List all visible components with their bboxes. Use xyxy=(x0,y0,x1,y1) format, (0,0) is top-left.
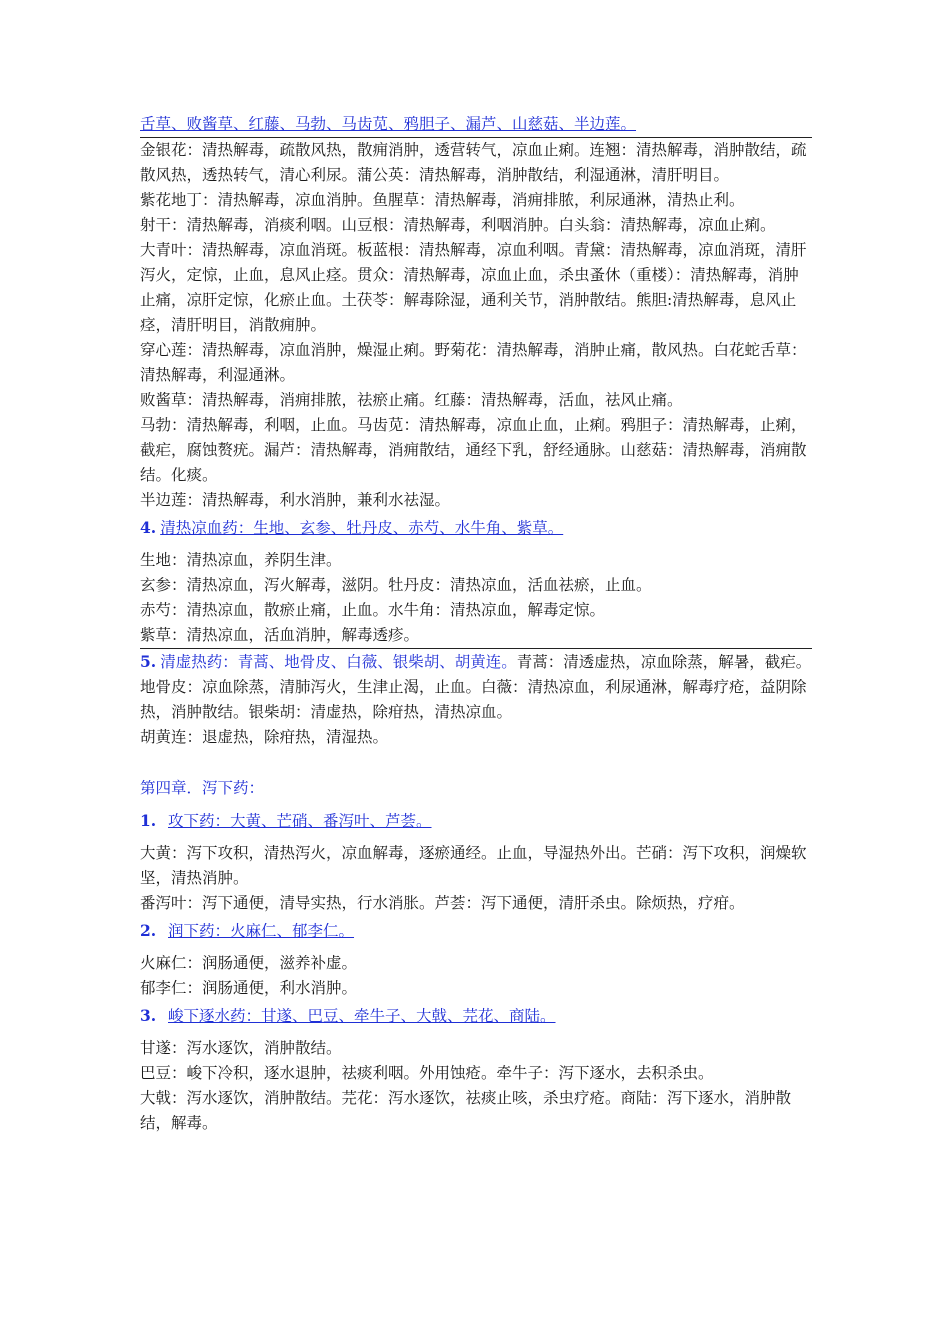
section4-paragraph: 赤芍：清热凉血，散瘀止痛，止血。水牛角：清热凉血，解毒定惊。 xyxy=(140,601,606,619)
chapter4-section2-number: 2. xyxy=(140,921,157,940)
section3-paragraph: 射干：清热解毒，消痰利咽。山豆根：清热解毒，利咽消肿。白头翁：清热解毒，凉血止痢。 xyxy=(140,216,776,234)
section3-paragraph: 紫花地丁：清热解毒，凉血消肿。鱼腥草：清热解毒，消痈排脓，利尿通淋，清热止利。 xyxy=(140,191,745,209)
section3-paragraph: 金银花：清热解毒，疏散风热，散痈消肿，透营转气，凉血止痢。连翘：清热解毒，消肿散结，疏散风热，透热转气，清心利尿。蒲公英：清热解毒，消肿散结，利湿通淋，清肝明目。 xyxy=(140,141,807,184)
section5-heading xyxy=(140,649,812,675)
section4-number: 4. xyxy=(140,518,157,537)
chapter4-section3-paragraph: 甘遂：泻水逐饮，消肿散结。 xyxy=(140,1039,342,1057)
document-page xyxy=(140,112,812,1136)
chapter4-section3-link[interactable]: 峻下逐水药：甘遂、巴豆、牵牛子、大戟、芫花、商陆。 xyxy=(168,1007,556,1025)
section5-heading-tail: 青蒿：清透虚热，凉血除蒸，解暑，截疟。 xyxy=(516,653,812,671)
section4-paragraph: 紫草：清热凉血，活血消肿，解毒透疹。 xyxy=(140,623,812,649)
section3-paragraph: 败酱草：清热解毒，消痈排脓，祛瘀止痛。红藤：清热解毒，活血，祛风止痛。 xyxy=(140,391,683,409)
chapter4-section2-paragraph: 火麻仁：润肠通便，滋养补虚。 xyxy=(140,954,358,972)
section3-heading-continuation xyxy=(140,112,812,138)
chapter4-title: 第四章．泻下药： xyxy=(140,779,265,797)
chapter4-section3-paragraph: 巴豆：峻下冷积，逐水退肿，祛痰利咽。外用蚀疮。牵牛子：泻下逐水，去积杀虫。 xyxy=(140,1064,714,1082)
section4-heading xyxy=(140,515,812,541)
section4-paragraph: 生地：清热凉血，养阴生津。 xyxy=(140,551,342,569)
chapter4-section3-heading xyxy=(140,1003,812,1029)
section5-paragraph: 地骨皮：凉血除蒸，清肺泻火，生津止渴，止血。白薇：清热凉血，利尿通淋，解毒疗疮，益阴除热，消肿散结。银柴胡：清虚热，除疳热，清热凉血。 xyxy=(140,678,807,721)
section3-paragraph: 半边莲：清热解毒，利水消肿，兼利水祛湿。 xyxy=(140,491,451,509)
chapter4-section2-link[interactable]: 润下药：火麻仁、郁李仁。 xyxy=(168,922,355,940)
section3-paragraph: 穿心莲：清热解毒，凉血消肿，燥湿止痢。野菊花：清热解毒，消肿止痛，散风热。白花蛇舌草：清热解毒，利湿通淋。 xyxy=(140,341,807,384)
section4-heading-link[interactable]: 清热凉血药：生地、玄参、牡丹皮、赤芍、水牛角、紫草。 xyxy=(160,519,564,537)
section3-heading-link[interactable]: 舌草、败酱草、红藤、马勃、马齿苋、鸦胆子、漏芦、山慈菇、半边莲。 xyxy=(140,115,637,133)
chapter4-section1-paragraph: 番泻叶：泻下通便，清导实热，行水消胀。芦荟：泻下通便，清肝杀虫。除烦热，疗疳。 xyxy=(140,894,745,912)
chapter4-section1-number: 1. xyxy=(140,811,157,830)
section3-paragraph: 大青叶：清热解毒，凉血消斑。板蓝根：清热解毒，凉血利咽。青黛：清热解毒，凉血消斑，清肝泻火，定惊，止血，息风止痉。贯众：清热解毒，凉血止血，杀虫蚤休（重楼）：清热解毒，消肿止痛，凉肝定惊，化瘀止血。土茯苓：解毒除湿，通利关节，消肿散结。熊胆:清热解毒，息风止痉，清肝明目，消散痈肿。 xyxy=(140,241,807,334)
chapter4-section3-paragraph: 大戟：泻水逐饮，消肿散结。芫花：泻水逐饮，祛痰止咳，杀虫疗疮。商陆：泻下逐水，消肿散结，解毒。 xyxy=(140,1089,792,1132)
section5-heading-text: 清虚热药：青蒿、地骨皮、白薇、银柴胡、胡黄连。 xyxy=(160,653,517,671)
section3-paragraph: 马勃：清热解毒，利咽，止血。马齿苋：清热解毒，凉血止血，止痢。鸦胆子：清热解毒，止痢，截疟，腐蚀赘疣。漏芦：清热解毒，消痈散结，通经下乳，舒经通脉。山慈菇：清热解毒，消痈散结。化痰。 xyxy=(140,416,807,484)
section5-paragraph: 胡黄连：退虚热，除疳热，清湿热。 xyxy=(140,728,389,746)
section4-paragraph: 玄参：清热凉血，泻火解毒，滋阴。牡丹皮：清热凉血，活血祛瘀，止血。 xyxy=(140,576,652,594)
chapter4-section1-paragraph: 大黄：泻下攻积，清热泻火，凉血解毒，逐瘀通经。止血，导湿热外出。芒硝：泻下攻积，润燥软坚，清热消肿。 xyxy=(140,844,807,887)
chapter4-section2-heading xyxy=(140,918,812,944)
chapter4-section3-number: 3. xyxy=(140,1006,157,1025)
chapter4-section2-paragraph: 郁李仁：润肠通便，利水消肿。 xyxy=(140,979,358,997)
chapter4-section1-heading xyxy=(140,808,812,834)
chapter4-section1-link[interactable]: 攻下药：大黄、芒硝、番泻叶、芦荟。 xyxy=(168,812,432,830)
section5-number: 5. xyxy=(140,652,157,671)
